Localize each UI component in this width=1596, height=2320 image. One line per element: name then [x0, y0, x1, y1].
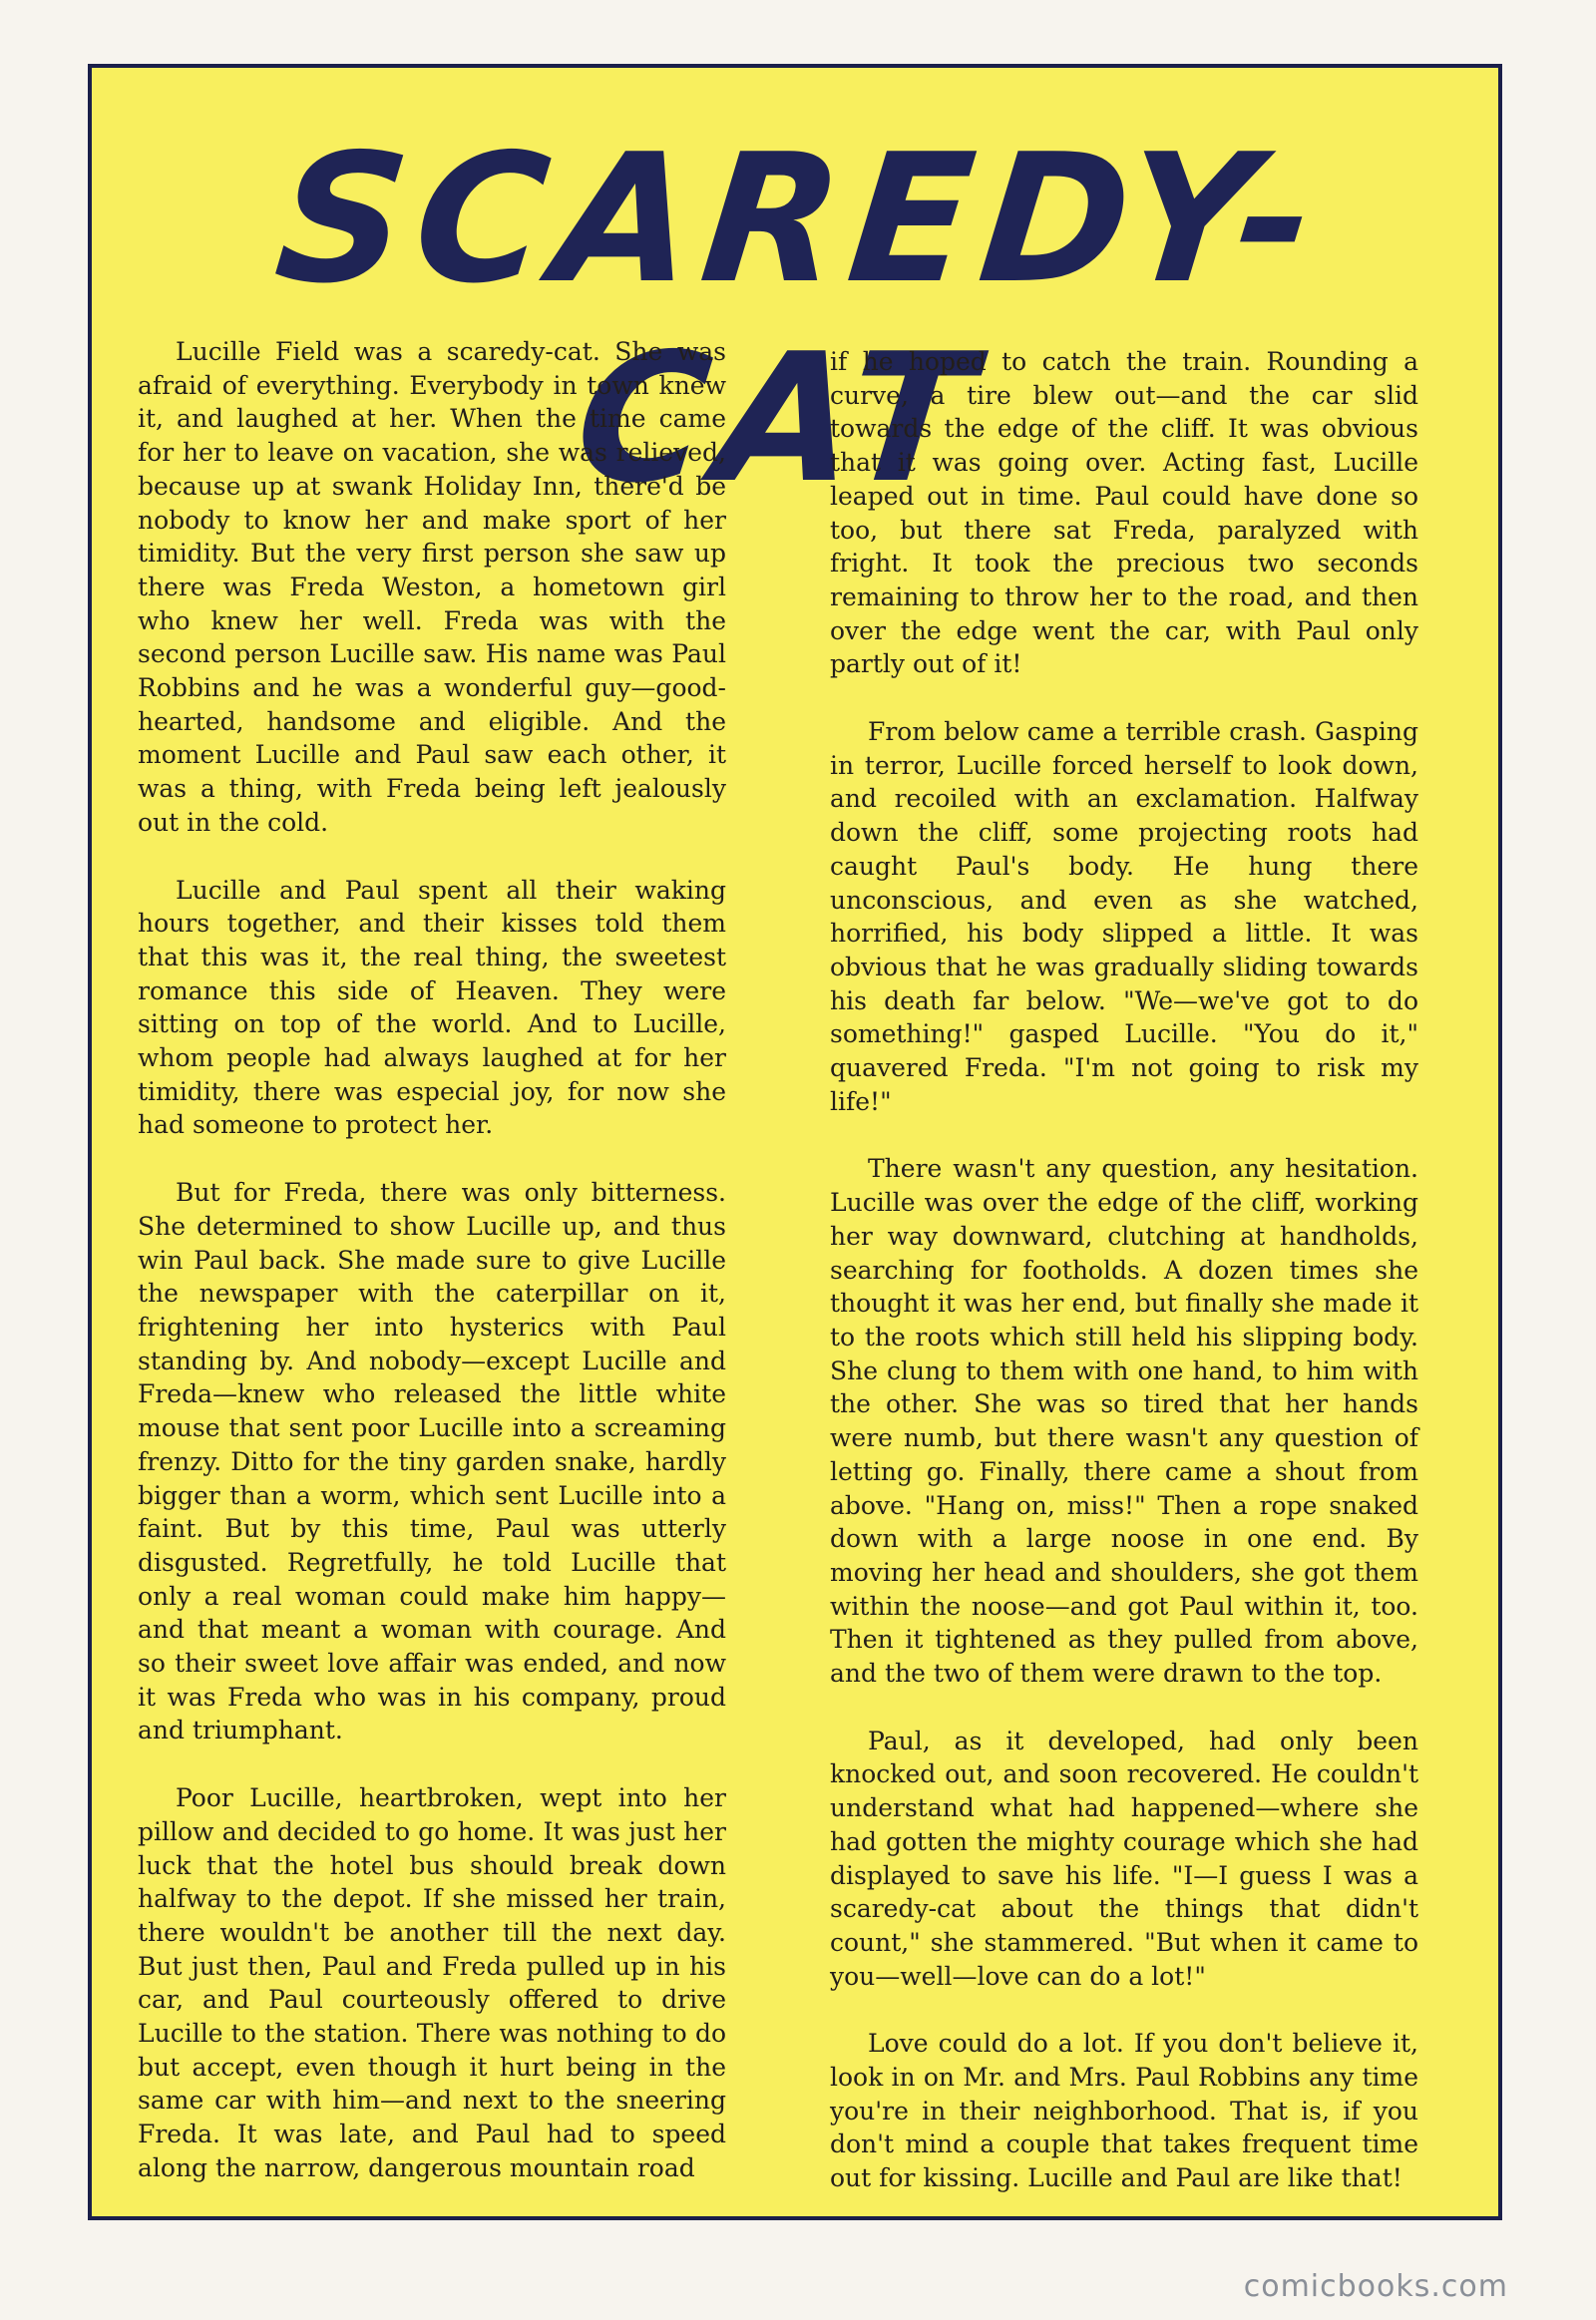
right-text-column — [830, 345, 1418, 2229]
paragraph: From below came a terrible crash. Gasping in terror, Lucille forced herself to look down, and recoiled with an exclamation. Halfway down the cliff, some projecting roots had caught Paul's body. He hung there unconscious, and even as she watched, horrified, his body slipped a little. It was obvious that he was gradually sliding towards his death far below. "We—we've got to do something!" gasped Lucille. "You do it," quavered Freda. "I'm not going to risk my life!" — [830, 717, 1418, 1116]
paragraph: There wasn't any question, any hesitation. Lucille was over the edge of the cliff, working her way downward, clutching at handholds, searching for footholds. A dozen times she thought it was her end, but finally she made it to the roots which still held his slipping body. She clung to them with one hand, to him with the other. She was so tired that her hands were numb, but there wasn't any question of letting go. Finally, there came a shout from above. "Hang on, miss!" Then a rope snaked down with a large noose in one end. By moving her head and shoulders, she got them within the noose—and got Paul within it, too. Then it tightened as they pulled from above, and the two of them were drawn to the top. — [830, 1154, 1418, 1689]
paragraph: Lucille and Paul spent all their waking hours together, and their kisses told them that this was it, the real thing, the sweetest romance this side of Heaven. They were sitting on top of the world. And to Lucille, whom people had always laughed at for her timidity, there was especial joy, for now she had someone to protect her. — [138, 875, 726, 1140]
paragraph: Paul, as it developed, had only been knocked out, and soon recovered. He couldn't understand what had happened—where she had gotten the mighty courage which she had displayed to save his life. "I—I guess I was a scaredy-cat about the things that didn't count," she stammered. "But when it came to you—well—love can do a lot!" — [830, 1726, 1418, 1991]
story-panel — [88, 64, 1502, 2220]
paragraph: Lucille Field was a scaredy-cat. She was afraid of everything. Everybody in town knew it, and laughed at her. When the time came for her to leave on vacation, she was relieved, because up at swank Holiday Inn, there'd be nobody to know her and make sport of her timidity. But the very first person she saw up there was Freda Weston, a hometown girl who knew her well. Freda was with the second person Lucille saw. His name was Paul Robbins and he was a wonderful guy—good-hearted, handsome and eligible. And the moment Lucille and Paul saw each other, it was a thing, with Freda being left jealously out in the cold. — [138, 337, 726, 837]
paragraph: But for Freda, there was only bitterness. She determined to show Lucille up, and thus win Paul back. She made sure to give Lucille the newspaper with the caterpillar on it, frightening her into hysterics with Paul standing by. And nobody—except Lucille and Freda—knew who released the little white mouse that sent poor Lucille into a screaming frenzy. Ditto for the tiny garden snake, hardly bigger than a worm, which sent Lucille into a faint. But by this time, Paul was utterly disgusted. Regretfully, he told Lucille that only a real woman could make him happy—and that meant a woman with courage. And so their sweet love affair was ended, and now it was Freda who was in his company, proud and triumphant. — [138, 1178, 726, 1745]
paragraph-continued: if he hoped to catch the train. Rounding a curve, a tire blew out—and the car slid towards the edge of the cliff. It was obvious that it was going over. Acting fast, Lucille leaped out in time. Paul could have done so too, but there sat Freda, paralyzed with fright. It took the precious two seconds remaining to throw her to the road, and then over the edge went the car, with Paul only partly out of it! — [830, 347, 1418, 679]
site-watermark: comicbooks.com — [1243, 2269, 1508, 2304]
story-title: SCAREDY-CAT — [267, 116, 1333, 522]
paragraph: Poor Lucille, heartbroken, wept into her pillow and decided to go home. It was just her luck that the hotel bus should break down halfway to the depot. If she missed her train, there wouldn't be another till the next day. But just then, Paul and Freda pulled up in his car, and Paul courteously offered to drive Lucille to the station. There was nothing to do but accept, even though it hurt being in the same car with him—and next to the sneering Freda. It was late, and Paul had to speed along the narrow, dangerous mountain road — [138, 1783, 726, 2182]
paragraph: Love could do a lot. If you don't believe it, look in on Mr. and Mrs. Paul Robbins any time you're in their neighborhood. That is, if you don't mind a couple that takes frequent time out for kissing. Lucille and Paul are like that! — [830, 2029, 1418, 2193]
left-text-column — [138, 335, 726, 2219]
